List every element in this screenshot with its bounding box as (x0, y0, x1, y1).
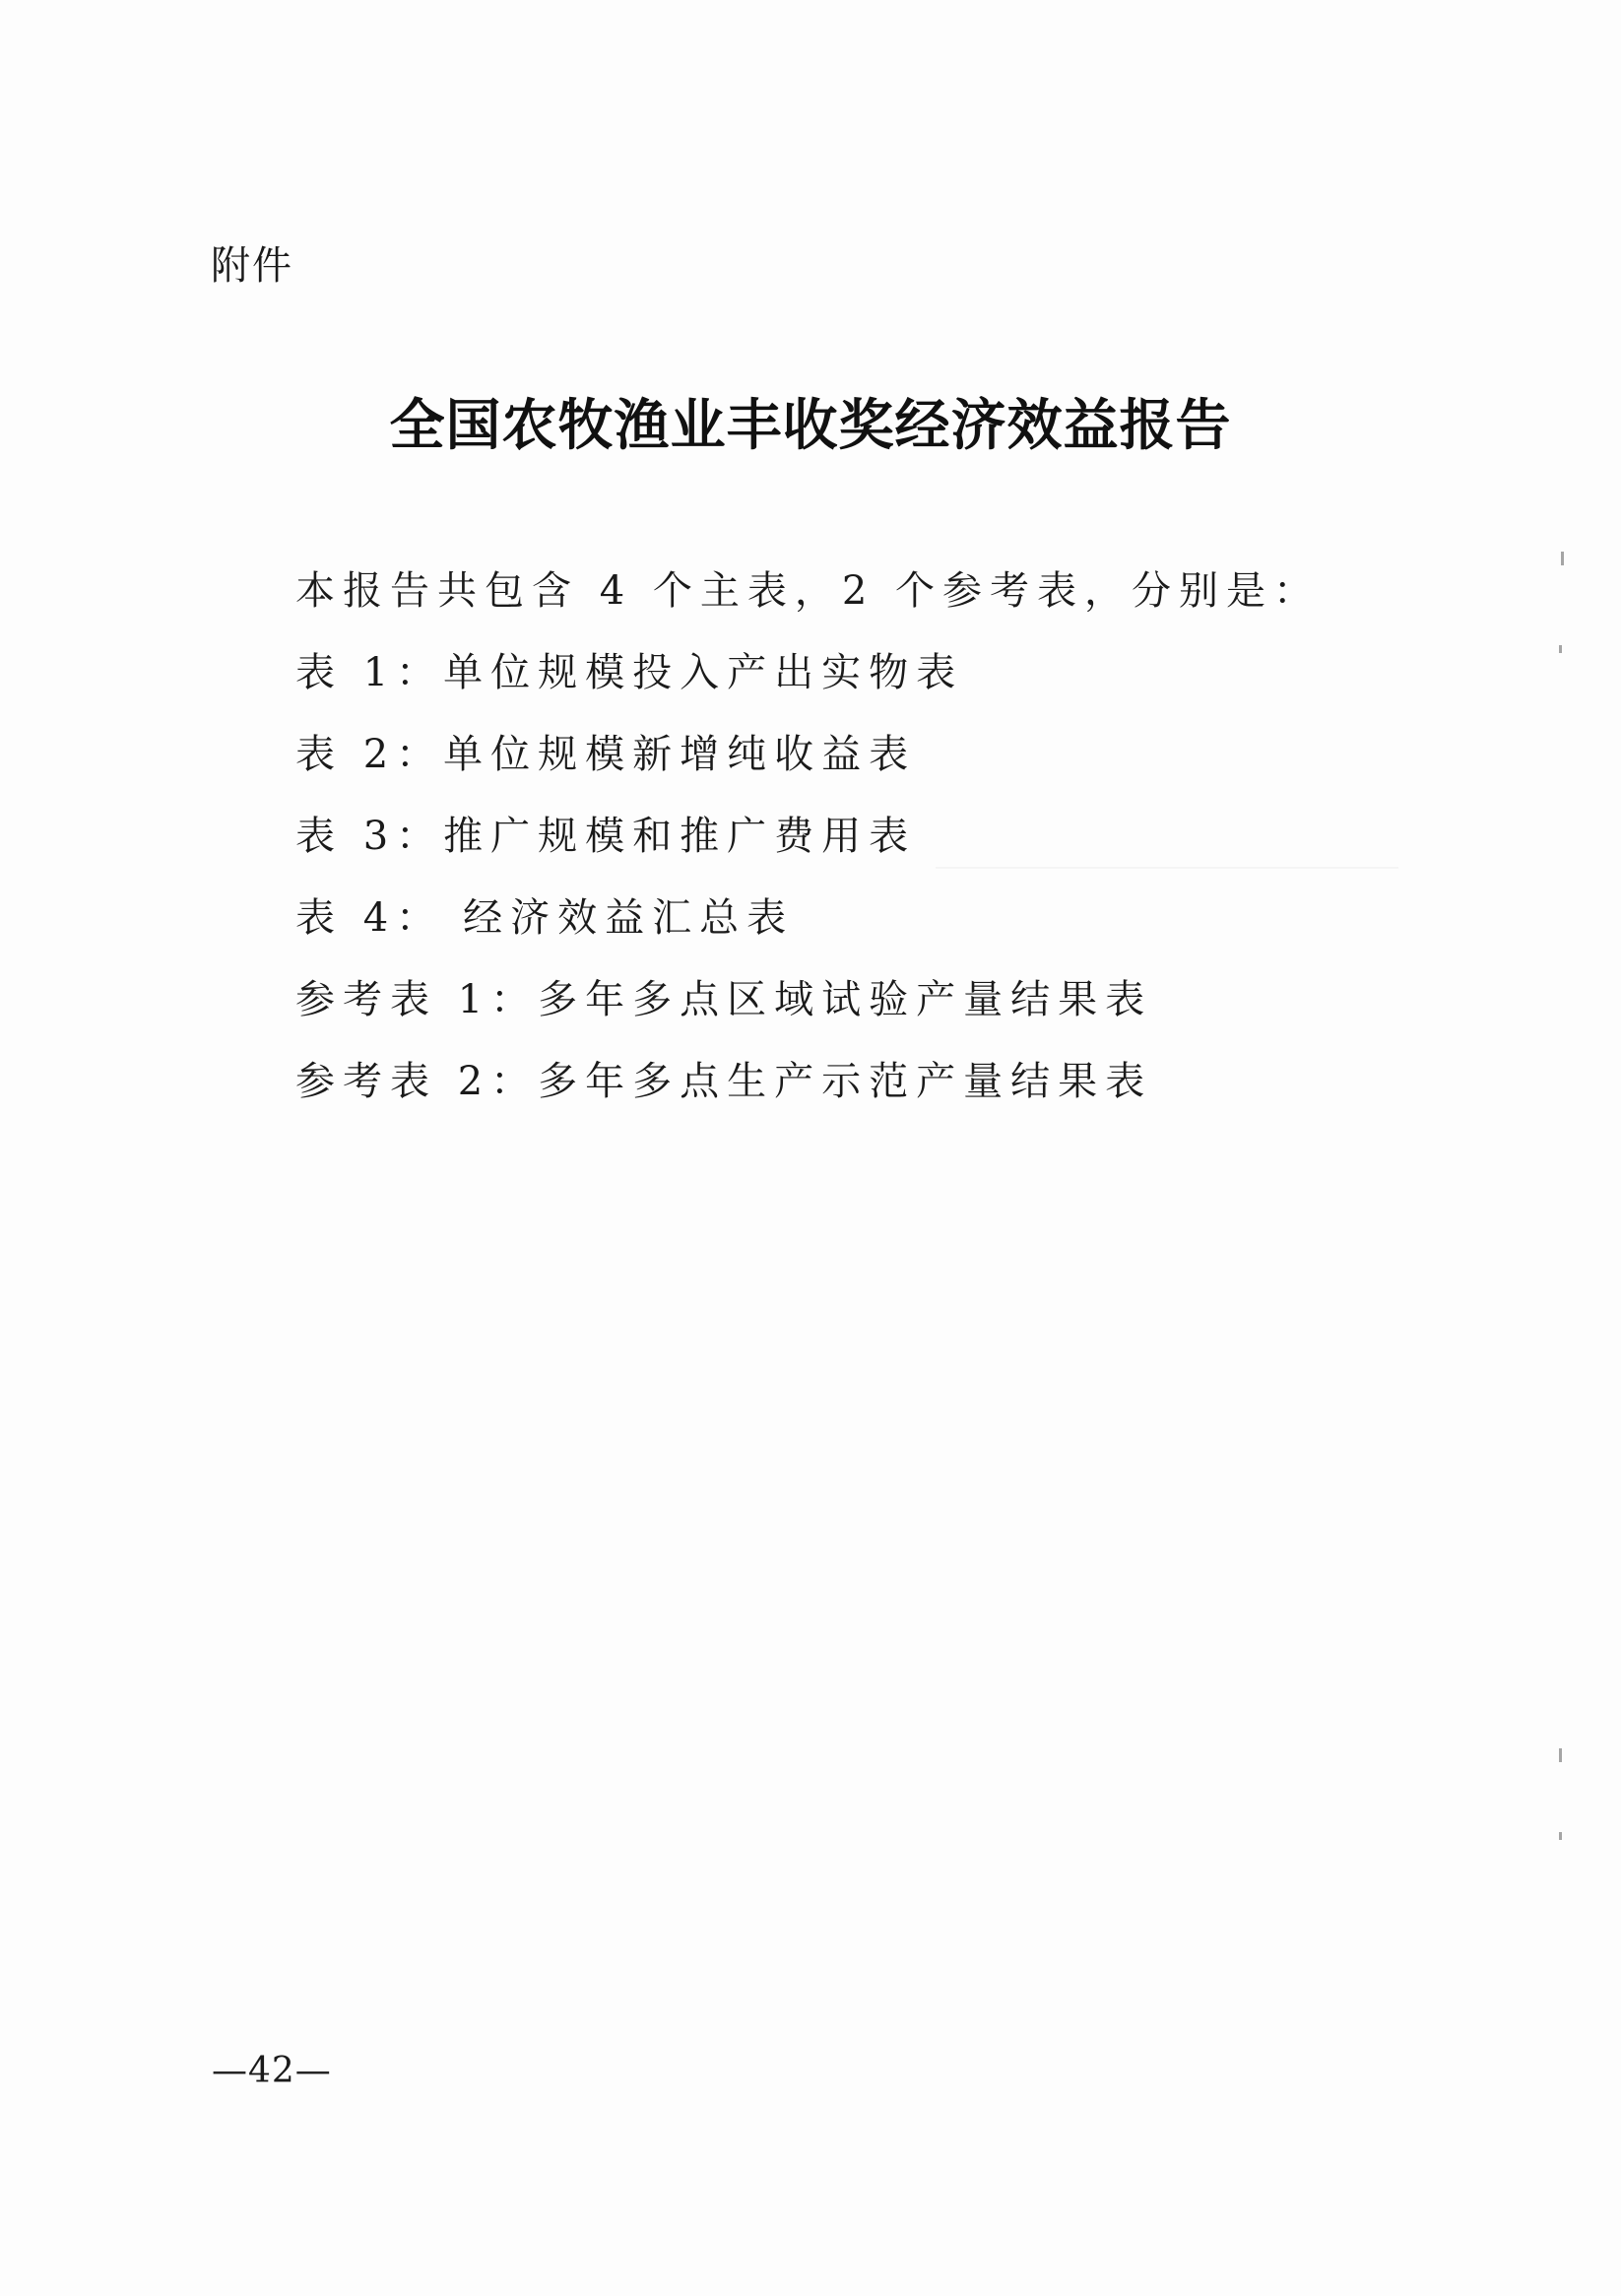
table-list-item (295, 890, 1428, 972)
table-prefix: 参考表 2： (295, 1059, 539, 1104)
scan-mark (1559, 1748, 1562, 1762)
document-title: 全国农牧渔业丰收奖经济效益报告 (389, 393, 1232, 458)
table-list-item (295, 1054, 1428, 1136)
table-name: 单位规模投入产出实物表 (443, 650, 964, 695)
scan-mark (1559, 645, 1562, 653)
table-list-item (295, 972, 1428, 1054)
table-prefix: 表 4： (295, 895, 444, 941)
document-body (295, 563, 1428, 1136)
table-prefix: 参考表 1： (295, 977, 539, 1022)
table-name: 多年多点生产示范产量结果表 (538, 1059, 1153, 1104)
intro-paragraph: 本报告共包含 4 个主表，2 个参考表，分别是： (295, 568, 1322, 614)
table-prefix: 表 1： (295, 650, 444, 695)
table-prefix: 表 2： (295, 732, 444, 777)
table-list-item (295, 809, 1428, 890)
table-name: 经济效益汇总表 (463, 895, 795, 941)
table-list-item (295, 645, 1428, 727)
scan-mark (1559, 1832, 1562, 1840)
table-list-item (295, 727, 1428, 809)
table-prefix: 表 3： (295, 814, 444, 859)
scan-mark (1561, 552, 1564, 565)
attachment-label: 附件 (211, 243, 293, 289)
page-number: —42— (212, 2051, 332, 2091)
table-name: 多年多点区域试验产量结果表 (538, 977, 1153, 1022)
table-name: 单位规模新增纯收益表 (443, 732, 917, 777)
table-name: 推广规模和推广费用表 (443, 814, 917, 859)
